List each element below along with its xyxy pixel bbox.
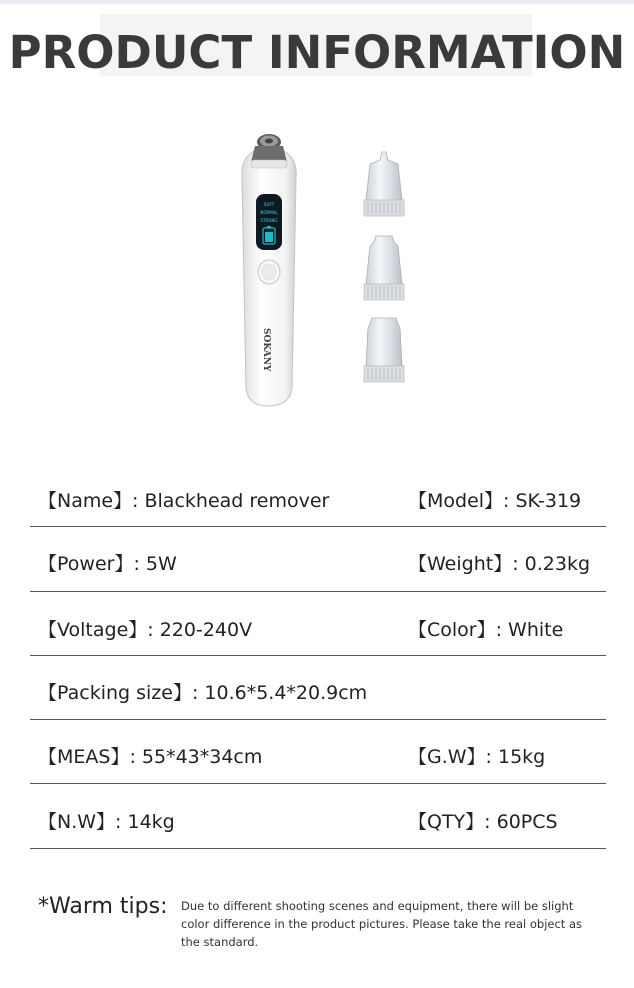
spec-row (0, 807, 634, 837)
divider (30, 719, 606, 720)
screen-text-normal: NORMAL (260, 210, 278, 215)
device-brand-text: SOKANY (261, 328, 271, 372)
spec-row (0, 678, 634, 708)
screen-text-soft: SOFT (263, 202, 275, 207)
divider (30, 591, 606, 592)
spec-quantity: 【QTY】: 60PCS (408, 811, 558, 833)
spec-model: 【Model】: SK-319 (408, 490, 582, 512)
device-body (242, 134, 296, 406)
spec-power: 【Power】: 5W (38, 553, 177, 575)
suction-head-3 (364, 318, 404, 382)
spec-name: 【Name】: Blackhead remover (38, 490, 330, 512)
product-image (230, 128, 430, 418)
page-title: PRODUCT INFORMATION (8, 26, 626, 79)
warm-tips-label: *Warm tips: (38, 894, 168, 919)
suction-head-1 (364, 152, 404, 216)
spec-gross-weight: 【G.W】: 15kg (408, 746, 546, 768)
divider (30, 655, 606, 656)
spec-row (0, 742, 634, 772)
spec-color: 【Color】: White (408, 619, 564, 641)
screen-text-strong: STRONG (260, 218, 278, 223)
top-strip (0, 0, 634, 4)
spec-row (0, 486, 634, 516)
divider (30, 848, 606, 849)
blackhead-remover-illustration (230, 128, 430, 418)
suction-head-2 (364, 236, 404, 300)
warm-tips-text: Due to different shooting scenes and equipment, there will be slight color difference in the product pictures. Please take the real object as the standard. (181, 899, 583, 949)
divider (30, 526, 606, 527)
spec-row (0, 549, 634, 579)
spec-net-weight: 【N.W】: 14kg (38, 811, 175, 833)
divider (30, 783, 606, 784)
spec-meas: 【MEAS】: 55*43*34cm (38, 746, 263, 768)
spec-packing-size: 【Packing size】: 10.6*5.4*20.9cm (38, 682, 368, 704)
spec-weight: 【Weight】: 0.23kg (408, 553, 591, 575)
spec-voltage: 【Voltage】: 220-240V (38, 619, 253, 641)
spec-row (0, 615, 634, 645)
